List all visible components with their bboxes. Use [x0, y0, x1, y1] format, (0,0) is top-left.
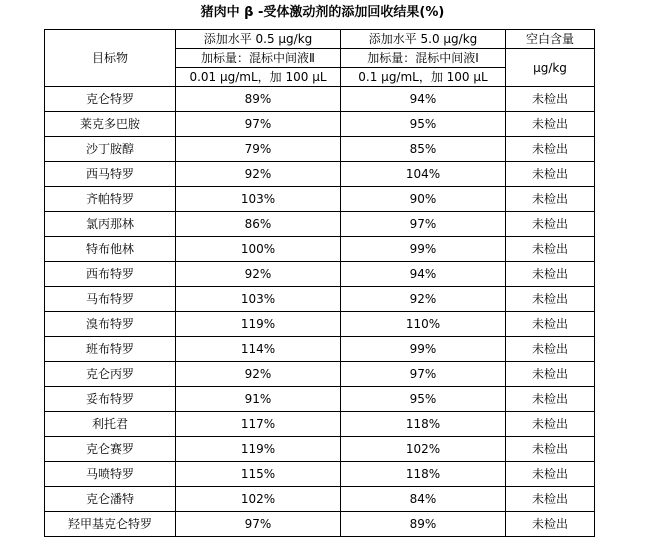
cell-blank-content: 未检出	[506, 187, 595, 212]
table-row	[45, 362, 595, 387]
cell-analyte: 妥布特罗	[45, 387, 176, 412]
header-level1-line2: 加标量：混标中间液Ⅱ	[176, 49, 341, 68]
header-level1-line1: 添加水平 0.5 μg/kg	[176, 30, 341, 49]
header-level1-line3: 0.01 μg/mL，加 100 μL	[176, 68, 341, 87]
cell-analyte: 莱克多巴胺	[45, 112, 176, 137]
cell-recovery-level2: 110%	[341, 312, 506, 337]
cell-recovery-level2: 99%	[341, 237, 506, 262]
cell-recovery-level2: 97%	[341, 362, 506, 387]
cell-recovery-level2: 97%	[341, 212, 506, 237]
table-row	[45, 112, 595, 137]
cell-recovery-level1: 119%	[176, 437, 341, 462]
table-row	[45, 237, 595, 262]
cell-recovery-level2: 102%	[341, 437, 506, 462]
cell-analyte: 克仑潘特	[45, 487, 176, 512]
cell-analyte: 氯丙那林	[45, 212, 176, 237]
table-row	[45, 187, 595, 212]
cell-recovery-level2: 94%	[341, 262, 506, 287]
cell-blank-content: 未检出	[506, 412, 595, 437]
table-row	[45, 287, 595, 312]
header-blank-line1: 空白含量	[506, 30, 595, 49]
cell-recovery-level2: 84%	[341, 487, 506, 512]
cell-recovery-level1: 92%	[176, 362, 341, 387]
cell-blank-content: 未检出	[506, 137, 595, 162]
cell-recovery-level1: 86%	[176, 212, 341, 237]
cell-blank-content: 未检出	[506, 487, 595, 512]
cell-analyte: 特布他林	[45, 237, 176, 262]
cell-blank-content: 未检出	[506, 387, 595, 412]
table-row	[45, 137, 595, 162]
table-row	[45, 162, 595, 187]
table-row	[45, 512, 595, 537]
cell-recovery-level1: 117%	[176, 412, 341, 437]
table-row	[45, 387, 595, 412]
header-level2-line2: 加标量：混标中间液Ⅰ	[341, 49, 506, 68]
header-level2-line3: 0.1 μg/mL，加 100 μL	[341, 68, 506, 87]
cell-analyte: 羟甲基克仑特罗	[45, 512, 176, 537]
cell-recovery-level2: 95%	[341, 387, 506, 412]
table-row	[45, 337, 595, 362]
cell-recovery-level1: 89%	[176, 87, 341, 112]
cell-blank-content: 未检出	[506, 87, 595, 112]
cell-recovery-level1: 102%	[176, 487, 341, 512]
cell-analyte: 西布特罗	[45, 262, 176, 287]
cell-recovery-level1: 103%	[176, 287, 341, 312]
table-row	[45, 212, 595, 237]
cell-recovery-level2: 90%	[341, 187, 506, 212]
table-row	[45, 87, 595, 112]
cell-analyte: 马布特罗	[45, 287, 176, 312]
cell-recovery-level2: 118%	[341, 462, 506, 487]
table-row	[45, 412, 595, 437]
cell-analyte: 沙丁胺醇	[45, 137, 176, 162]
cell-recovery-level2: 92%	[341, 287, 506, 312]
header-blank-unit: μg/kg	[506, 49, 595, 87]
cell-blank-content: 未检出	[506, 212, 595, 237]
cell-blank-content: 未检出	[506, 237, 595, 262]
cell-blank-content: 未检出	[506, 362, 595, 387]
cell-recovery-level2: 99%	[341, 337, 506, 362]
header-level2-line1: 添加水平 5.0 μg/kg	[341, 30, 506, 49]
cell-recovery-level1: 97%	[176, 512, 341, 537]
header-row-1	[45, 30, 595, 49]
cell-blank-content: 未检出	[506, 512, 595, 537]
header-analyte: 目标物	[45, 30, 176, 87]
cell-analyte: 克仑赛罗	[45, 437, 176, 462]
cell-analyte: 利托君	[45, 412, 176, 437]
cell-blank-content: 未检出	[506, 462, 595, 487]
cell-blank-content: 未检出	[506, 162, 595, 187]
cell-recovery-level1: 92%	[176, 262, 341, 287]
cell-recovery-level1: 92%	[176, 162, 341, 187]
cell-recovery-level1: 97%	[176, 112, 341, 137]
table-row	[45, 462, 595, 487]
cell-recovery-level1: 115%	[176, 462, 341, 487]
cell-recovery-level2: 89%	[341, 512, 506, 537]
cell-analyte: 克仑丙罗	[45, 362, 176, 387]
cell-blank-content: 未检出	[506, 287, 595, 312]
cell-analyte: 溴布特罗	[45, 312, 176, 337]
cell-recovery-level1: 79%	[176, 137, 341, 162]
cell-analyte: 马喷特罗	[45, 462, 176, 487]
cell-recovery-level1: 114%	[176, 337, 341, 362]
cell-blank-content: 未检出	[506, 312, 595, 337]
cell-recovery-level2: 95%	[341, 112, 506, 137]
cell-recovery-level2: 85%	[341, 137, 506, 162]
cell-analyte: 克仑特罗	[45, 87, 176, 112]
cell-blank-content: 未检出	[506, 112, 595, 137]
recovery-table	[44, 29, 595, 537]
table-row	[45, 437, 595, 462]
cell-recovery-level2: 118%	[341, 412, 506, 437]
table-row	[45, 262, 595, 287]
cell-blank-content: 未检出	[506, 337, 595, 362]
cell-recovery-level2: 94%	[341, 87, 506, 112]
cell-recovery-level1: 100%	[176, 237, 341, 262]
table-body	[45, 30, 595, 537]
table-title: 猪肉中 β -受体激动剂的添加回收结果(%)	[200, 5, 445, 20]
cell-recovery-level1: 103%	[176, 187, 341, 212]
cell-analyte: 齐帕特罗	[45, 187, 176, 212]
cell-analyte: 西马特罗	[45, 162, 176, 187]
cell-recovery-level2: 104%	[341, 162, 506, 187]
table-row	[45, 312, 595, 337]
cell-recovery-level1: 119%	[176, 312, 341, 337]
cell-recovery-level1: 91%	[176, 387, 341, 412]
table-row	[45, 487, 595, 512]
cell-blank-content: 未检出	[506, 262, 595, 287]
cell-analyte: 班布特罗	[45, 337, 176, 362]
cell-blank-content: 未检出	[506, 437, 595, 462]
